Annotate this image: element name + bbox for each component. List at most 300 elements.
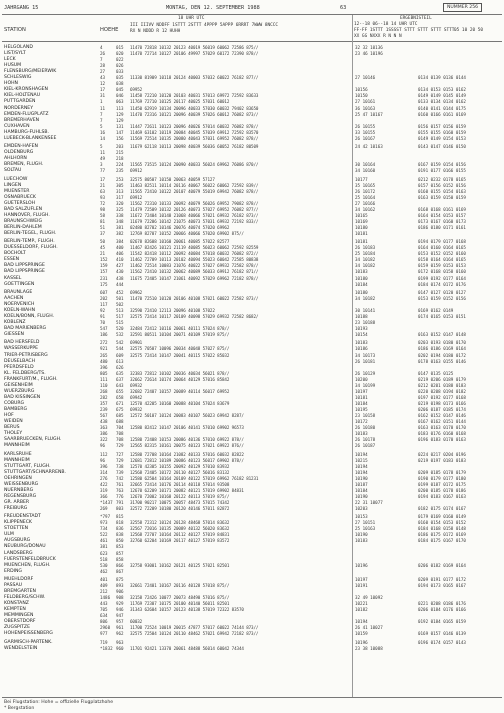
synop-groups: 11330 81909 10118 20124 40003 57032 60022 76182 877// [130, 75, 259, 81]
right-groups: 34 10162 [355, 206, 376, 212]
station-id: 325 [116, 206, 124, 212]
soil-temperatures: 0206 0184 0176 0166 [418, 607, 466, 613]
soil-temperatures: 0219 0197 0183 0183 [418, 457, 466, 463]
station-id: 382 [116, 230, 124, 236]
station-height: 45 [100, 245, 106, 251]
right-groups: 26 10167 [355, 135, 376, 141]
station-name: NOERVENICH [4, 301, 35, 307]
station-name: PFERDSFELD [4, 364, 34, 370]
station-name: KOELN-WAHN [4, 307, 36, 313]
station-name: BERLIN-TEMP., FLUGH. [4, 239, 55, 245]
station-name: DUESSELDORF, FLUGH. [4, 245, 58, 251]
result-section-label: ERGEBNISTEIL [400, 16, 432, 21]
station-height: 401 [100, 576, 108, 582]
station-name: FELDBERG/SCHW. [4, 595, 46, 600]
station-name: WENDELSTEIN [4, 645, 38, 651]
right-groups: 10194 [355, 619, 368, 625]
volume-label: JAHRGANG 15 [4, 5, 39, 11]
station-name: AUGSBURG [4, 538, 31, 544]
soil-temperatures: 0194 0179 0177 0168 [418, 239, 466, 245]
station-id: 727 [116, 451, 124, 457]
section-divider [352, 15, 353, 698]
soil-temperatures: 0147 0135 0125 [418, 370, 454, 376]
station-id: 857 [116, 550, 124, 556]
station-id: 203 [116, 144, 124, 149]
station-id: 338 [116, 212, 124, 218]
station-height: 461 [100, 538, 108, 544]
soil-temperatures: 0140 0141 0144 0175 [418, 105, 466, 111]
station-id: 803 [116, 505, 124, 511]
right-groups: 35 10165 [355, 182, 376, 188]
synop-groups: 11769 72307 10175 20100 40140 56011 82501 [130, 601, 230, 606]
right-groups: 23 38 10088 [355, 645, 383, 651]
station-height: 17 [100, 176, 106, 182]
station-name: OSNABRUECK [4, 194, 36, 200]
station-id: 635 [116, 370, 124, 376]
station-id: 626 [116, 364, 124, 370]
station-name: FREUDENSTADT [4, 514, 41, 520]
synop-groups: 12568 72405 10172 20110 40127 56016 83132 [130, 469, 230, 475]
synop-groups: 12681 72812 10189 20086 40123 56017 69902 878// [130, 457, 244, 463]
soil-temperatures: 0184 0168 0158 0148 [418, 526, 466, 532]
station-height: 26 [100, 51, 106, 56]
station-height: 98 [100, 206, 106, 212]
station-name: ESSEN [4, 257, 20, 263]
station-id: 962 [116, 631, 124, 637]
station-height: 314 [100, 469, 108, 475]
station-height: 973 [100, 520, 108, 526]
station-id: 708 [116, 437, 124, 443]
station-id: 131 [116, 123, 124, 129]
right-groups: 26 10181 [355, 358, 376, 364]
station-name: ZUGSPITZE [4, 625, 30, 631]
synop-groups: 32665 72414 10176 20114 40118 57014 93508 [130, 481, 230, 487]
synop-groups: 11462 72709 10113 20102 40094 55023 60042 72585 80838 [130, 257, 259, 263]
station-height: 96 [100, 443, 106, 449]
synop-groups: 32590 72410 12113 20096 40108 57022 [130, 307, 215, 313]
station-name: STUTTGART/SCHNARRENB. [4, 469, 67, 475]
soil-temperatures: 0156 0157 0156 0159 [418, 123, 466, 129]
station-name: ULM [4, 532, 14, 538]
right-groups: 10197 [355, 576, 368, 582]
right-groups: 10153 [355, 514, 368, 520]
station-id: 893 [116, 582, 124, 588]
right-groups: 10183 [355, 431, 368, 437]
station-height: 27 [100, 69, 106, 75]
station-height: 409 [100, 582, 108, 588]
station-name: BREMERHAVEN [4, 117, 40, 123]
soil-temperatures: 0199 0192 0177 0164 [418, 275, 466, 281]
station-name: NUERNBERG [4, 487, 34, 493]
station-name: COBURG [4, 400, 25, 406]
station-id: 224 [116, 162, 124, 168]
soil-temperatures: 0206 0187 0185 0174 [418, 406, 466, 412]
right-groups: 26 10187 [355, 443, 376, 449]
synop-groups: 32572 72209 10180 20120 40146 57011 82872 [130, 505, 230, 511]
station-name: LANDSBERG [4, 550, 33, 556]
right-groups: 26 41 10027 [355, 625, 383, 631]
station-id: 961 [116, 625, 124, 631]
station-name: HELGOLAND [4, 45, 33, 50]
right-groups: 10159 [355, 631, 368, 637]
right-groups: 10177 [355, 176, 368, 182]
soil-temperatures: 0192 0184 0165 0159 [418, 619, 466, 625]
station-id: 929 [116, 601, 124, 606]
station-id: 384 [116, 239, 124, 245]
station-height: 381 [100, 544, 108, 550]
station-name: LUECHOW [4, 176, 28, 182]
right-groups: 10196 [355, 639, 368, 645]
synop-groups: 32575 72414 10147 20041 40115 57022 85032 [130, 352, 230, 358]
synop-groups: 69962 [130, 289, 143, 295]
station-name: WEIDEN [4, 419, 23, 424]
station-id: 908 [116, 595, 124, 600]
station-height: 91 [100, 314, 106, 319]
right-groups: 10191 [355, 582, 368, 588]
station-id: 637 [116, 376, 124, 382]
right-groups: 10183 [355, 340, 368, 346]
synop-groups: 31700 90217 10075 20057 48473 57015 74342 [130, 499, 230, 505]
station-height: 805 [100, 370, 108, 376]
right-groups: 10182 [355, 607, 368, 613]
right-groups: 10221 [355, 601, 368, 606]
right-groups: 27 10146 [355, 75, 376, 81]
soil-temperatures: 0183 0176 0160 0168 [418, 431, 466, 437]
station-name: BOCHOLT [4, 251, 26, 257]
page-number: 63 [340, 5, 347, 11]
soil-temperatures: 0203 0193 0180 0170 [418, 340, 466, 346]
station-name: OLDENBURG [4, 150, 34, 155]
report-date: MONTAG, DEN 12. SEPTEMBER 1988 [166, 5, 260, 11]
right-groups: 10194 [355, 463, 368, 469]
station-id: 020 [116, 51, 124, 56]
station-name: NORDERNEY [4, 105, 34, 111]
synop-groups: 32661 72401 10167 20116 40128 57018 875// [130, 582, 230, 588]
synop-groups: 69952 [130, 87, 143, 93]
footer-rule [2, 697, 502, 698]
right-code-groups-header: FF-FF 1STTT 1SSSST STTT STTT STTT STTT [354, 28, 455, 33]
station-name: BREMEN, FLUGH. [4, 162, 44, 168]
station-id: 015 [116, 45, 124, 50]
station-height: 93 [100, 194, 106, 200]
soil-temperatures: 0194 0173 0165 0167 [418, 582, 466, 588]
station-id: 815 [116, 514, 124, 520]
hoehe-column-header: HOEHE [100, 27, 119, 33]
station-name: KIEL-KRONSHAGEN [4, 87, 48, 93]
station-height: 567 [100, 413, 108, 418]
synop-groups: 32575 72414 10117 20109 40098 57029 69932 72582 8682/ [130, 314, 259, 319]
station-height: 17 [100, 87, 106, 93]
station-name: BAD LIPPSPRINGE [4, 263, 45, 269]
station-height: 2960 [100, 625, 111, 631]
top-rule [2, 14, 502, 15]
synop-groups: 32760 62204 10169 20117 40127 57019 83572 [130, 538, 230, 544]
station-id: 502 [116, 301, 124, 307]
station-height: 480 [100, 358, 108, 364]
station-height: 186 [100, 332, 108, 338]
station-name: LUEBECK-BLANKENSEE [4, 135, 57, 141]
synop-groups: 11470 72510 10120 20106 40108 57021 60022 72582 873// [130, 295, 259, 301]
soil-temperatures: 0163 0159 0150 0159 [418, 194, 466, 200]
station-height: 322 [100, 437, 108, 443]
soil-temperatures: 0167 0159 0154 0156 [418, 162, 466, 168]
station-height: 96 [100, 457, 106, 463]
station-id: 427 [116, 263, 124, 269]
station-height: 3 [100, 162, 103, 168]
station-name: WASSERKUPPE [4, 346, 39, 352]
station-id: 671 [116, 400, 124, 406]
station-name: WEISSENBURG [4, 481, 39, 487]
station-height: 547 [100, 326, 108, 332]
station-name: HOHENPEISSENBERG [4, 631, 53, 637]
station-id: 791 [116, 499, 124, 505]
station-height: 175 [100, 281, 108, 287]
station-height: 921 [100, 346, 108, 352]
station-name: MUENSTER [4, 188, 30, 194]
station-id: 348 [116, 218, 124, 224]
station-id: 960 [116, 645, 124, 651]
station-id: 038 [116, 81, 124, 87]
station-height: 63 [100, 188, 106, 194]
synop-groups: 11562 72410 10132 20062 40089 56033 69912 76182 871// [130, 269, 259, 275]
synop-groups: 32575 80507 10150 20063 40059 57127 [130, 176, 215, 182]
right-groups: 10183 [355, 538, 368, 544]
right-groups: 26 10178 [355, 437, 376, 443]
soil-temperatures: 0163 0152 0147 0148 [418, 332, 466, 338]
station-name: ERDING [4, 568, 22, 574]
soil-temperatures: 0186 0186 0169 0164 [418, 346, 466, 352]
station-name: OEHRINGEN [4, 475, 32, 481]
soil-temperatures: 0153 0152 0152 0160 [418, 251, 466, 257]
synop-groups: 69901 [130, 340, 143, 346]
station-name: MUEHLDORF [4, 576, 34, 582]
right-groups: 26 10183 [355, 245, 376, 251]
synop-groups: 32662 72614 10174 20064 40129 57016 85842 [130, 376, 230, 382]
right-groups: 25 10164 [355, 194, 376, 200]
right-groups: 10195 [355, 406, 368, 412]
right-groups: 23 46 10196 [355, 51, 383, 56]
right-groups: 10203 [355, 505, 368, 511]
station-id: 818 [116, 520, 124, 526]
station-name: KEMPTEN [4, 607, 26, 613]
station-name: LIST/SYLT [4, 51, 26, 56]
station-height: 363 [100, 425, 108, 431]
station-height: 1 [100, 99, 103, 105]
station-id: 836 [116, 526, 124, 532]
synop-groups: 11562 72310 10133 20092 40079 56026 69952 79082 878// [130, 200, 259, 206]
right-groups: 10180 [355, 275, 368, 281]
synop-groups: 11565 72410 10122 20107 40079 55019 69942 76082 878// [130, 188, 259, 194]
station-height: 282 [100, 394, 108, 400]
station-id: 438 [116, 275, 124, 281]
station-name: FRANKFURT/M., FLUGH. [4, 376, 58, 382]
station-height: 7 [100, 111, 103, 117]
soil-temperatures: 0186 0175 0172 0169 [418, 532, 466, 538]
right-groups: 10190 [355, 493, 368, 499]
synop-groups: 11569 72514 10135 20080 40043 57031 69952 76082 878// [130, 135, 259, 141]
soil-temperatures: 0191 0177 0166 0155 [418, 168, 466, 174]
station-id: 776 [116, 493, 124, 499]
synop-groups: 32575 72504 10124 20110 48462 57021 69942 72182 873// [130, 631, 259, 637]
right-groups: 10200 [355, 376, 368, 382]
footnote-airport-height: Bei Flugstation: Hohe = offizielle Flugplatzhohe [4, 700, 114, 705]
station-height: 110 [100, 382, 108, 388]
station-id: 400 [116, 245, 124, 251]
synop-groups: 12565 82315 10161 20075 40123 57021 69922 876// [130, 443, 244, 449]
footnote-mountain-station: * Bergstation [4, 706, 35, 711]
station-id: 033 [116, 69, 124, 75]
depth-header: 05 10 20 50 [454, 28, 484, 33]
soil-temperatures: 0197 0192 0177 0168 [418, 394, 466, 400]
station-id: 045 [116, 87, 124, 93]
station-id: 729 [116, 443, 124, 449]
station-id: 729 [116, 457, 124, 463]
station-height: 396 [100, 364, 108, 370]
station-height: 530 [100, 562, 108, 568]
soil-temperatures: 0219 0206 0189 0179 [418, 376, 466, 382]
station-height: 607 [100, 289, 108, 295]
station-height: *1832 [100, 645, 113, 651]
station-height: 92 [100, 307, 106, 313]
station-height: 51 [100, 224, 106, 230]
station-id: 685 [116, 413, 124, 418]
synop-groups: 69932 [130, 406, 143, 412]
station-height: 4 [100, 45, 103, 50]
synop-groups: 12580 72708 10164 21082 40133 57016 60032 82822 [130, 451, 244, 457]
station-id: 853 [116, 544, 124, 550]
synop-groups: 12580 62504 10164 20109 40122 57019 69962 76182 81231 [130, 475, 259, 481]
right-groups: 34 10173 [355, 352, 376, 358]
station-name: STUTTGART, FLUGH. [4, 463, 51, 469]
station-name: AACHEN [4, 295, 24, 301]
station-id: 022 [116, 57, 124, 63]
synop-groups: 02678 82608 10160 20061 40085 57022 82577 [130, 239, 230, 245]
station-id: 035 [116, 75, 124, 81]
station-name: BERLIN-DAHLEM [4, 224, 42, 230]
station-id: 410 [116, 257, 124, 263]
synop-groups: 12580 72408 10153 20086 40136 57010 69922 878// [130, 437, 244, 443]
right-groups: 10181 [355, 394, 368, 400]
right-groups: 30 10164 [355, 162, 376, 168]
station-height: 117 [100, 301, 108, 307]
issue-number-stamp: NUMMER 256 [443, 3, 482, 12]
right-groups: 10190 [355, 475, 368, 481]
station-height: 152 [100, 257, 108, 263]
station-id: 444 [116, 281, 124, 287]
code-groups-header: III IIIVV NDDFF 1STTT 2STTT 4PPPP 5APPP 6RRRT 7WWW 8NCCC [130, 23, 279, 28]
station-height: 438 [100, 419, 108, 424]
soil-temperatures: 0224 0217 0204 0196 [418, 451, 466, 457]
station-name: BAD LIPPSPRINGE [4, 269, 45, 275]
station-name: PUTTGARDEN [4, 99, 36, 105]
synop-groups: 02480 82702 10146 20076 40074 57020 69962 [130, 224, 230, 230]
synop-groups: 11479 72509 10132 20126 40073 57027 69952 76082 877// [130, 206, 259, 212]
station-id: 963 [116, 639, 124, 645]
synop-groups: 12670 62209 10171 20082 40121 57019 69902 84831 [130, 487, 244, 493]
soil-temperatures: 0143 0147 0146 0150 [418, 144, 466, 149]
soil-temperatures: 0184 0175 0167 0170 [418, 538, 466, 544]
synop-groups: 11469 63102 10119 20084 40045 57039 69912 72592 83570 [130, 129, 259, 135]
synop-groups: 12670 72002 10168 20122 40113 57019 875// [130, 493, 230, 499]
synop-groups: 11542 82418 10112 20092 40084 57018 60032 76082 872// [130, 251, 259, 257]
station-height: 159 [100, 263, 108, 269]
synop-groups: 11470 72714 10127 20106 49997 57029 60172 72390 878// [130, 51, 259, 56]
station-id: 761 [116, 481, 124, 487]
right-groups: 27 10166 [355, 200, 376, 206]
soil-temperatures: 0190 0179 0177 0180 [418, 475, 466, 481]
station-name: BAMBERG [4, 406, 28, 412]
station-id: 513 [116, 307, 124, 313]
right-groups: 10150 [355, 93, 368, 99]
soil-temperatures: 0160 0154 0153 0152 [418, 520, 466, 526]
station-id: 235 [116, 168, 124, 174]
station-height: 276 [100, 475, 108, 481]
synop-groups: 11458 72210 10120 20103 40031 57013 69972 72592 83633 [130, 93, 259, 99]
station-name: BRAUNSCHWEIG [4, 218, 43, 224]
station-height: 14 [100, 135, 106, 141]
station-name: GARMISCH-PARTENK. [4, 639, 53, 645]
station-height: 7 [100, 57, 103, 63]
station-height: 357 [100, 400, 108, 406]
right-groups: 10169 [355, 218, 368, 224]
station-name: NEUBURG/DONAU [4, 544, 46, 550]
soil-temperatures: 0178 0163 0155 0146 [418, 358, 466, 364]
right-groups: 10194 [355, 469, 368, 475]
station-name: BERUS [4, 425, 20, 431]
soil-temperatures: 0200 0185 0178 0186 [418, 487, 466, 493]
station-id: 430 [116, 269, 124, 275]
station-id: 147 [116, 129, 124, 135]
synop-groups: 11679 72206 10142 21075 40073 57031 69932 72192 833// [130, 218, 259, 224]
synop-groups: 11470 72818 10132 20123 40019 56019 60062 72586 875// [130, 45, 259, 50]
soil-temperatures: 0164 0154 0153 0157 [418, 212, 466, 218]
station-height: 31 [100, 93, 106, 99]
station-height: 623 [100, 550, 108, 556]
station-id: 515 [116, 320, 124, 325]
soil-temperatures: 0184 0174 0172 0176 [418, 281, 466, 287]
synop-groups: 32158 72426 10077 20073 48490 57016 875// [130, 595, 230, 600]
right-groups: 10180 [355, 224, 368, 230]
station-height: 5 [100, 144, 103, 149]
station-name: PASSAU [4, 582, 23, 588]
station-name: BAD SALZUFLEN [4, 206, 43, 212]
station-height: 7 [100, 117, 103, 123]
station-id: 957 [116, 619, 124, 625]
right-groups: 27 10161 [355, 99, 376, 105]
synop-groups: 11700 72524 10019 20015 47877 57017 60022 74144 873// [130, 625, 259, 631]
station-id: 906 [116, 589, 124, 594]
right-groups: 10187 [355, 481, 368, 487]
soil-temperatures: 0219 0198 0173 0166 [418, 400, 466, 406]
soil-temperatures: 0162 0152 0147 0146 [418, 413, 466, 418]
right-groups: 10180 [355, 289, 368, 295]
right-groups: 34 10182 [355, 295, 376, 301]
soil-temperatures: 0202 0194 0180 0172 [418, 352, 466, 358]
soil-temperatures: 0174 0165 0153 0151 [418, 314, 466, 319]
soil-temperatures: 0149 0149 0145 0149 [418, 93, 466, 99]
right-groups: 10165 [355, 212, 368, 218]
soil-temperatures: 0169 0162 0149 [418, 307, 454, 313]
station-height: 11 [100, 105, 106, 111]
right-groups: 10184 [355, 400, 368, 406]
synop-groups: 11672 72404 10148 21068 40066 57021 69932 76182 873// [130, 212, 259, 218]
station-id: 858 [116, 556, 124, 562]
station-height: 28 [100, 63, 106, 69]
synop-groups: 11565 73515 10124 20090 40033 56024 69962 76086 870// [130, 162, 259, 168]
station-name: KIEL-HOLTENAU [4, 93, 41, 99]
header-rule [2, 41, 502, 42]
station-height: 5 [100, 123, 103, 129]
